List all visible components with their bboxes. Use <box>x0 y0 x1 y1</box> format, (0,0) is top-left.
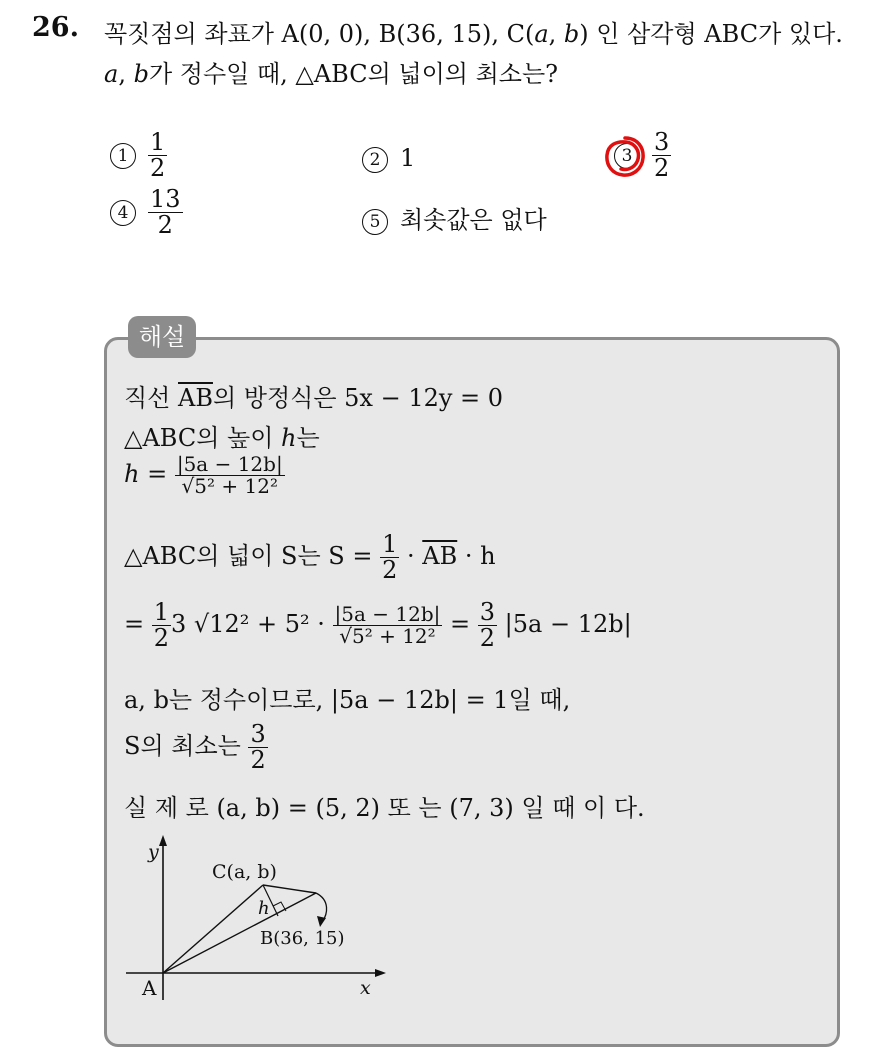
solution-tag: 해설 <box>128 316 196 358</box>
choice-2[interactable] <box>362 144 415 173</box>
triangle-diagram <box>118 830 398 1005</box>
x-label: x <box>360 977 371 999</box>
choice-fraction: $\frac{1}{2}$ <box>150 128 166 183</box>
x-axis-arrow-icon <box>375 969 386 977</box>
choice-fraction: $\frac{3}{2}$ <box>654 128 670 183</box>
side-cb <box>263 885 316 893</box>
question-line-1: 꼭짓점의 좌표가 A(0, 0), B(36, 15), C(a, b) 인 삼각형 ABC가 있다. <box>104 20 843 48</box>
question-number: 26. <box>32 12 79 43</box>
choice-number: 4 <box>110 200 136 226</box>
solution-line-3: h = $\frac{|5a - 12b|}{\text{√5² + 12²}}$ <box>124 452 283 498</box>
choice-text: 1 <box>400 144 416 172</box>
y-axis-arrow-icon <box>159 835 167 846</box>
solution-line-2: △ABC의 높이 h는 <box>124 424 320 452</box>
choice-number: 3 <box>614 143 640 169</box>
point-c-label: C(a, b) <box>212 861 277 883</box>
solution-line-5: = $\frac{1}{2}$ 3 √12² + 5² · $\frac{|5a - 12b|}{\text{√5² + 12²}}$ = $\frac{3}{2}$ |5a − 12b| <box>124 598 632 653</box>
solution-line-8: 실 제 로 (a, b) = (5, 2) 또 는 (7, 3) 일 때 이 다. <box>124 794 645 822</box>
choice-fraction: $\frac{13}{2}$ <box>150 185 181 240</box>
solution-line-7: S의 최소는 $\frac{3}{2}$ <box>124 720 266 775</box>
choice-text: 최솟값은 없다 <box>400 206 547 234</box>
choice-4[interactable] <box>110 187 183 238</box>
choice-5[interactable] <box>362 200 547 235</box>
selected-answer-circle <box>600 132 650 182</box>
solution-line-1: 직선 $\overline{AB}$의 방정식은 5x − 12y = 0 <box>124 384 504 412</box>
choice-1[interactable] <box>110 130 167 181</box>
choice-number: 1 <box>110 143 136 169</box>
solution-line-4: △ABC의 넓이 S는 S = $\frac{1}{2}$ · $\overline{AB} \cdot h$ <box>124 530 496 585</box>
point-b-label: B(36, 15) <box>260 928 345 949</box>
solution-line-6: a, b는 정수이므로, |5a − 12b| = 1일 때, <box>124 686 571 714</box>
y-label: y <box>148 841 159 863</box>
choice-number: 2 <box>362 147 388 173</box>
choice-number: 5 <box>362 209 388 235</box>
origin-label: A <box>142 976 157 1000</box>
h-label: h <box>258 898 270 919</box>
question-line-2: a, b가 정수일 때, △ABC의 넓이의 최소는? <box>104 60 559 88</box>
